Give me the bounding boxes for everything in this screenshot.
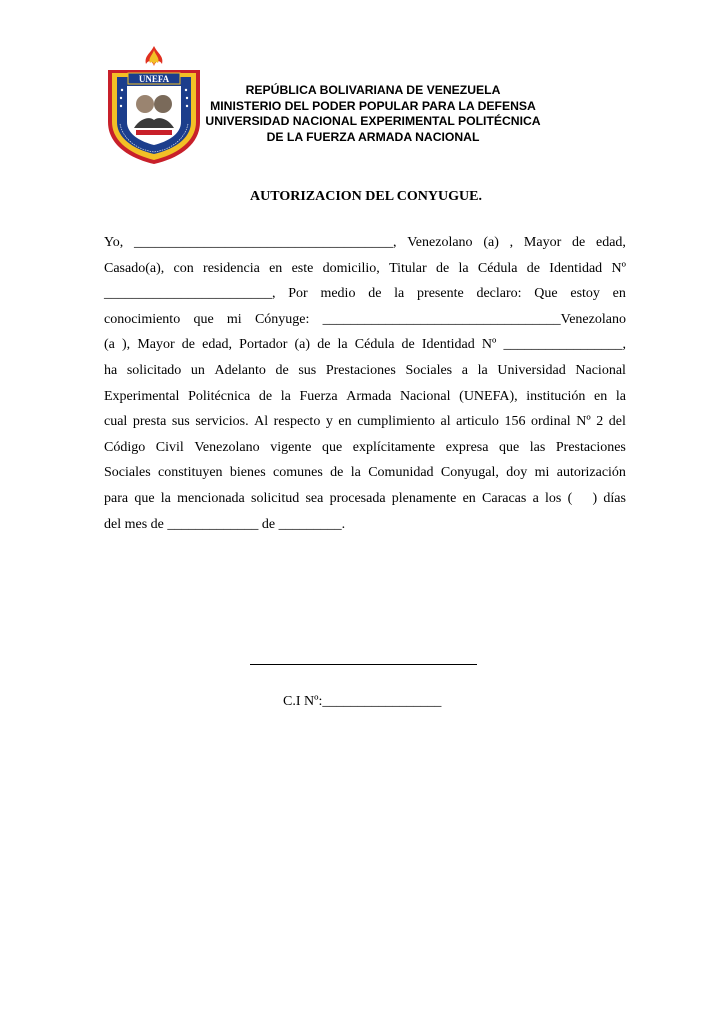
paragraph-word: los [545, 490, 562, 506]
paragraph-word: que [134, 490, 155, 506]
paragraph-word: mi [226, 311, 242, 327]
paragraph-word: en [594, 388, 608, 404]
paragraph-word: Sociales [405, 362, 453, 378]
signature-line [250, 664, 477, 665]
paragraph-word: sus [298, 362, 317, 378]
paragraph-word: ) [578, 490, 598, 506]
paragraph-word: Portador [239, 337, 288, 353]
paragraph-word: autorización [556, 465, 626, 481]
paragraph-word: Código [104, 439, 146, 455]
paragraph-word: ________________________, [104, 286, 276, 302]
paragraph-word: medio [320, 286, 356, 302]
paragraph-word: la [458, 260, 469, 276]
paragraph-word: sus [171, 414, 190, 430]
paragraph-word: Venezolano [194, 439, 260, 455]
paragraph-word: Titular [389, 260, 427, 276]
paragraph-word: constituyen [158, 465, 223, 481]
paragraph-word: de [526, 260, 541, 276]
paragraph-word: Cónyuge: [254, 311, 310, 327]
paragraph-word: 156 [504, 414, 526, 430]
paragraph-word: Prestaciones [555, 439, 626, 455]
paragraph-line [104, 435, 626, 461]
header-line-armed-force: DE LA FUERZA ARMADA NACIONAL [266, 129, 480, 144]
paragraph-word: Identidad [549, 260, 603, 276]
paragraph-word: bienes [229, 465, 266, 481]
paragraph-word: la [615, 388, 626, 404]
paragraph-word: edad, [595, 235, 626, 250]
paragraph-word: ( [567, 490, 573, 506]
paragraph-word: la [160, 490, 171, 506]
paragraph-word: de [275, 362, 289, 378]
paragraph-word: (a) [294, 337, 311, 353]
paragraph-word: para [104, 490, 129, 506]
paragraph-word: cual [104, 414, 128, 430]
paragraph-line [104, 230, 626, 256]
paragraph-word: Universidad [497, 362, 566, 378]
paragraph-word: vigente [270, 439, 312, 455]
paragraph-word: Experimental [104, 388, 180, 404]
paragraph-word: de [435, 260, 450, 276]
paragraph-word: y [325, 414, 333, 430]
paragraph-word: Yo, [104, 235, 124, 250]
paragraph-word: de [330, 465, 344, 481]
document-title: AUTORIZACION DEL CONYUGUE. [250, 189, 482, 204]
institution-header [198, 83, 548, 145]
paragraph-word: ordinal [531, 414, 571, 430]
paragraph-word: Mayor [523, 235, 562, 250]
paragraph-word: de [317, 337, 331, 353]
paragraph-word: doy [506, 465, 528, 481]
paragraph-word: la [394, 286, 405, 302]
paragraph-word: Conyugal, [440, 465, 499, 481]
paragraph-word: comunes [273, 465, 323, 481]
university-seal-icon [100, 44, 208, 166]
paragraph-word: ), [122, 337, 131, 353]
paragraph-word: _____________________________________, [133, 235, 397, 250]
paragraph-word: que [321, 439, 343, 455]
paragraph-word: a [461, 362, 468, 378]
paragraph-word: de [368, 286, 382, 302]
paragraph-line [104, 486, 626, 512]
paragraph-word: Que [534, 286, 558, 302]
paragraph-word: un [190, 362, 205, 378]
paragraph-word: Al [254, 414, 269, 430]
paragraph-word: Nº [481, 337, 497, 353]
paragraph-word: al [440, 414, 451, 430]
paragraph-word: días [603, 490, 626, 506]
paragraph-word: residencia [203, 260, 260, 276]
paragraph-word: las [529, 439, 546, 455]
paragraph-word: procesada [329, 490, 386, 506]
paragraph-word: explícitamente [352, 439, 436, 455]
paragraph-word: de [258, 388, 273, 404]
paragraph-word: domicilio, [322, 260, 380, 276]
paragraph-word: Mayor [137, 337, 175, 353]
paragraph-word: Casado(a), [104, 260, 165, 276]
paragraph-word: (UNEFA), [459, 388, 518, 404]
paragraph-word: Cédula [477, 260, 518, 276]
paragraph-line [104, 384, 626, 410]
paragraph-word: plenamente [391, 490, 457, 506]
paragraph-word: Fuerza [299, 388, 338, 404]
paragraph-word: Prestaciones [325, 362, 396, 378]
paragraph-word: presta [132, 414, 167, 430]
paragraph-word: de [401, 337, 415, 353]
paragraph-word: la [477, 362, 488, 378]
header-line-university: UNIVERSIDAD NACIONAL EXPERIMENTAL POLITÉCNICA [205, 114, 541, 128]
paragraph-line-last: del mes de _____________ de _________. [104, 516, 346, 532]
paragraph-word: Nacional [399, 388, 451, 404]
paragraph-word: mi [534, 465, 550, 481]
paragraph-word: Civil [155, 439, 184, 455]
paragraph-word: en [338, 414, 352, 430]
paragraph-word: Por [288, 286, 308, 302]
paragraph-word: conocimiento [104, 311, 181, 327]
paragraph-word: Adelanto [214, 362, 266, 378]
paragraph-word: Politécnica [188, 388, 251, 404]
paragraph-word: del [608, 414, 626, 430]
paragraph-word: respecto [273, 414, 321, 430]
svg-text:UNEFA: UNEFA [138, 74, 170, 84]
paragraph-word: este [291, 260, 314, 276]
paragraph-word: cumplimiento [357, 414, 435, 430]
paragraph-word: expresa [445, 439, 489, 455]
paragraph-word: en [462, 490, 476, 506]
paragraph-word: solicitado [126, 362, 182, 378]
paragraph-word: solicitud [251, 490, 300, 506]
paragraph-word: Nº [611, 260, 626, 276]
paragraph-word: en [269, 260, 283, 276]
paragraph-line [104, 307, 626, 333]
header-line-ministry: MINISTERIO DEL PODER POPULAR PARA LA DEFENSA [210, 98, 536, 113]
paragraph-word: de [181, 337, 195, 353]
paragraph-word: _________________, [503, 337, 626, 353]
paragraph-line [104, 281, 626, 307]
paragraph-word: declaro: [476, 286, 522, 302]
paragraph-word: (a) [483, 235, 499, 250]
paragraph-word: institución [526, 388, 586, 404]
paragraph-word: Identidad [421, 337, 475, 353]
paragraph-word: a [532, 490, 539, 506]
paragraph-word: Armada [346, 388, 392, 404]
paragraph-word: Sociales [104, 465, 151, 481]
paragraph-word: Cédula [354, 337, 395, 353]
paragraph-word: , [509, 235, 514, 250]
paragraph-word: Caracas [482, 490, 527, 506]
paragraph-line [104, 409, 626, 435]
paragraph-word: presente [417, 286, 464, 302]
paragraph-word: Nº [576, 414, 591, 430]
paragraph-word: __________________________________Venezolano [322, 311, 626, 327]
paragraph-word: ha [104, 362, 118, 378]
paragraph-word: con [173, 260, 194, 276]
paragraph-word: articulo [456, 414, 499, 430]
paragraph-word: que [499, 439, 520, 455]
paragraph-word: (a [104, 337, 115, 353]
paragraph-word: mencionada [177, 490, 245, 506]
paragraph-word: la [337, 337, 348, 353]
paragraph-word: la [280, 388, 291, 404]
paragraph-word: estoy [570, 286, 600, 302]
paragraph-word: la [350, 465, 361, 481]
header-line-republic: REPÚBLICA BOLIVARIANA DE VENEZUELA [245, 83, 501, 97]
paragraph-word: Comunidad [368, 465, 434, 481]
paragraph-word: en [612, 286, 626, 302]
authorization-paragraph [104, 230, 626, 537]
ci-number-label: C.I Nº:_________________ [283, 694, 442, 709]
paragraph-word: sea [305, 490, 324, 506]
paragraph-word: de [572, 235, 586, 250]
paragraph-word: que [193, 311, 214, 327]
paragraph-word: 2 [596, 414, 604, 430]
paragraph-word: Venezolano [407, 235, 473, 250]
paragraph-word: Nacional [575, 362, 626, 378]
paragraph-word: edad, [202, 337, 233, 353]
paragraph-line [104, 460, 626, 486]
paragraph-line [104, 256, 626, 282]
paragraph-line [104, 332, 626, 358]
paragraph-line [104, 358, 626, 384]
paragraph-word: servicios. [195, 414, 249, 430]
